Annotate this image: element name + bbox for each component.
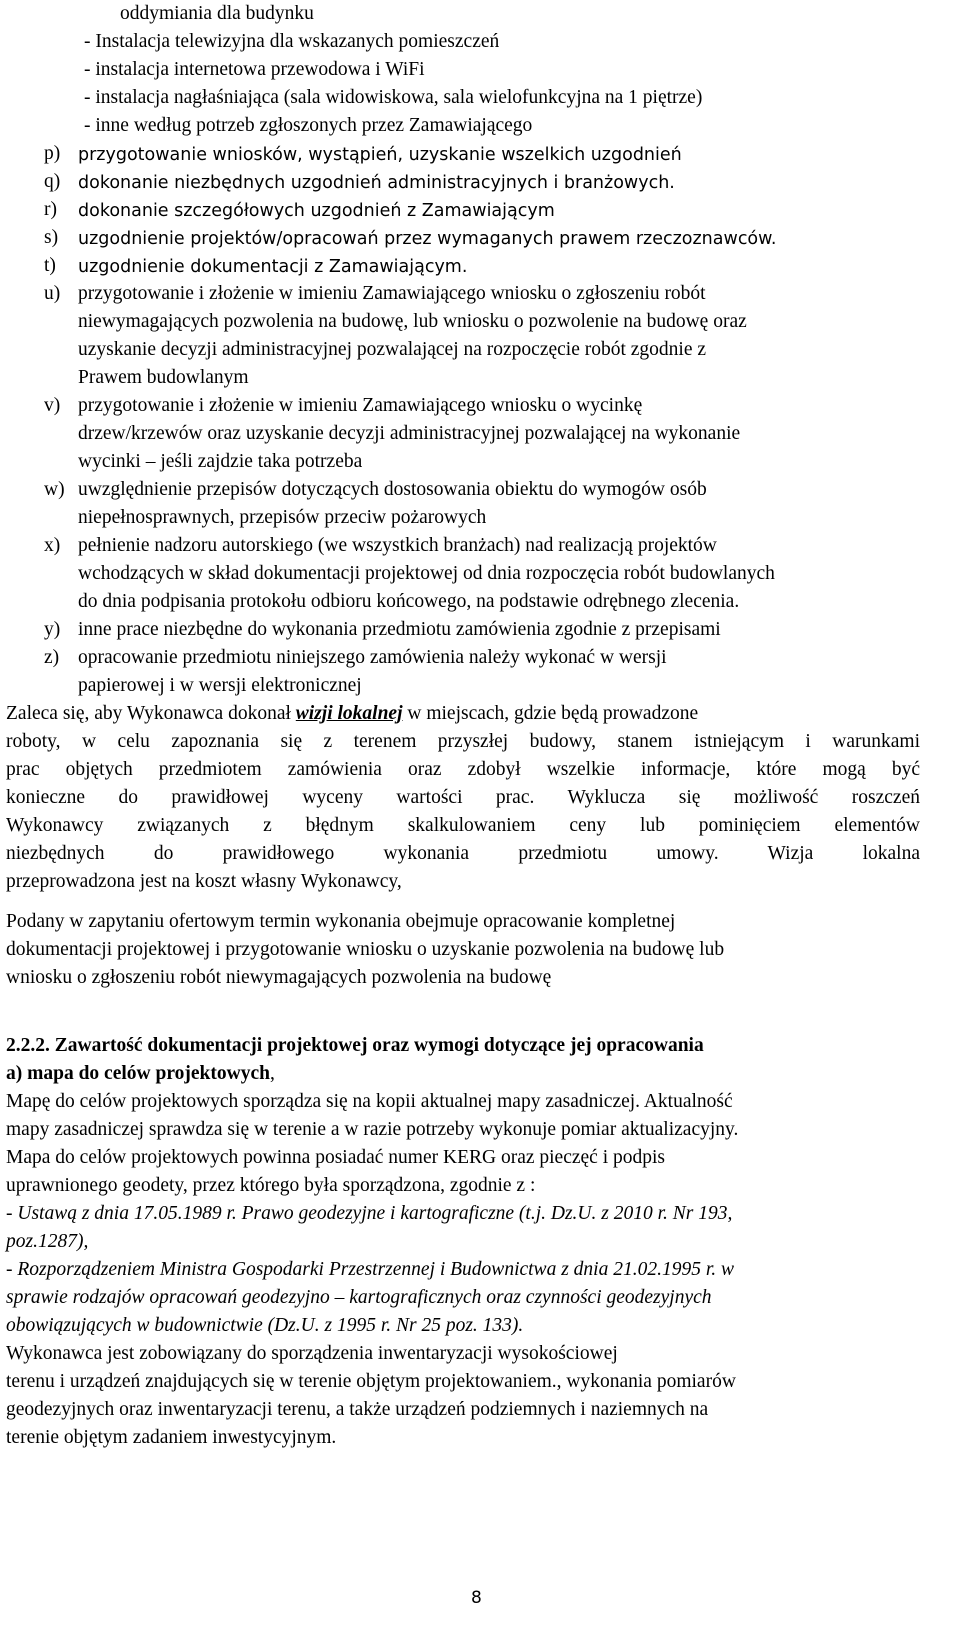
list-letter: w) <box>44 479 65 500</box>
paragraph-line: konieczne do prawidłowej wyceny wartości prac. Wyklucza się możliwość roszczeń <box>6 787 920 808</box>
sub-heading-comma: , <box>269 1063 275 1084</box>
list-letter: r) <box>44 199 57 220</box>
paragraph-text: Zaleca się, aby Wykonawca dokonał <box>6 703 296 724</box>
paragraph-line: terenu i urządzeń znajdujących się w terenie objętym projektowaniem., wykonania pomiarów <box>6 1371 736 1392</box>
page-number: 8 <box>471 1588 482 1608</box>
sub-list-item: - instalacja internetowa przewodowa i WiFi <box>84 59 425 80</box>
list-letter: z) <box>44 647 60 668</box>
paragraph-line: Mapę do celów projektowych sporządza się na kopii aktualnej mapy zasadniczej. Aktualność <box>6 1091 733 1112</box>
list-item-text: uwzględnienie przepisów dotyczących dostosowania obiektu do wymogów osób <box>78 479 707 500</box>
list-item-text: dokonanie szczegółowych uzgodnień z Zamawiającym <box>78 201 555 221</box>
paragraph-line: mapy zasadniczej sprawdza się w terenie a w razie potrzeby wykonuje pomiar aktualizacyjny. <box>6 1119 739 1140</box>
sub-list-item: - instalacja nagłaśniająca (sala widowiskowa, sala wielofunkcyjna na 1 piętrze) <box>84 87 703 108</box>
paragraph-line: prac objętych przedmiotem zamówienia oraz zdobył wszelkie informacje, które mogą być <box>6 759 920 780</box>
legal-reference: sprawie rodzajów opracowań geodezyjno – kartograficznych oraz czynności geodezyjnych <box>6 1287 712 1308</box>
paragraph-line: niezbędnych do prawidłowego wykonania przedmiotu umowy. Wizja lokalna <box>6 843 920 864</box>
sub-heading-line <box>6 1060 275 1088</box>
list-item-text: do dnia podpisania protokołu odbioru końcowego, na podstawie odrębnego zlecenia. <box>78 591 740 612</box>
paragraph-line: dokumentacji projektowej i przygotowanie wniosku o uzyskanie pozwolenia na budowę lub <box>6 939 725 960</box>
paragraph-line: przeprowadzona jest na koszt własny Wykonawcy, <box>6 871 402 892</box>
paragraph-line <box>6 700 698 728</box>
list-item-text: wycinki – jeśli zajdzie taka potrzeba <box>78 451 363 472</box>
list-item-text: papierowej i w wersji elektronicznej <box>78 675 362 696</box>
paragraph-line: Mapa do celów projektowych powinna posiadać numer KERG oraz pieczęć i podpis <box>6 1147 666 1168</box>
legal-reference: poz.1287), <box>6 1231 89 1252</box>
paragraph-line: Wykonawcy związanych z błędnym skalkulowaniem ceny lub pominięciem elementów <box>6 815 920 836</box>
list-letter: y) <box>44 619 61 640</box>
list-letter: t) <box>44 255 56 276</box>
legal-reference: - Ustawą z dnia 17.05.1989 r. Prawo geodezyjne i kartograficzne (t.j. Dz.U. z 2010 r. Nr 193, <box>6 1203 733 1224</box>
paragraph-line: wniosku o zgłoszeniu robót niewymagających pozwolenia na budowę <box>6 967 552 988</box>
list-item-text: przygotowanie wniosków, wystąpień, uzyskanie wszelkich uzgodnień <box>78 145 682 165</box>
list-item-text: pełnienie nadzoru autorskiego (we wszystkich branżach) nad realizacją projektów <box>78 535 717 556</box>
list-letter: x) <box>44 535 61 556</box>
paragraph-line: geodezyjnych oraz inwentaryzacji terenu, a także urządzeń podziemnych i naziemnych na <box>6 1399 709 1420</box>
list-letter: v) <box>44 395 61 416</box>
list-continuation: oddymiania dla budynku <box>120 3 314 24</box>
list-letter: u) <box>44 283 61 304</box>
paragraph-line: Podany w zapytaniu ofertowym termin wykonania obejmuje opracowanie kompletnej <box>6 911 676 932</box>
sub-heading: a) mapa do celów projektowych <box>6 1063 270 1084</box>
paragraph-line: terenie objętym zadaniem inwestycyjnym. <box>6 1427 337 1448</box>
list-letter: p) <box>44 143 61 164</box>
list-item-text: Prawem budowlanym <box>78 367 249 388</box>
list-item-text: uzyskanie decyzji administracyjnej pozwalającej na rozpoczęcie robót zgodnie z <box>78 339 707 360</box>
list-item-text: niepełnosprawnych, przepisów przeciw pożarowych <box>78 507 487 528</box>
list-item-text: inne prace niezbędne do wykonania przedmiotu zamówienia zgodnie z przepisami <box>78 619 721 640</box>
list-letter: q) <box>44 171 61 192</box>
legal-reference: - Rozporządzeniem Ministra Gospodarki Przestrzennej i Budownictwa z dnia 21.02.1995 r. w <box>6 1259 735 1280</box>
list-item-text: uzgodnienie dokumentacji z Zamawiającym. <box>78 257 468 277</box>
emphasis-text: wizji lokalnej <box>295 703 403 724</box>
list-item-text: drzew/krzewów oraz uzyskanie decyzji administracyjnej pozwalającej na wykonanie <box>78 423 741 444</box>
list-item-text: uzgodnienie projektów/opracowań przez wymaganych prawem rzeczoznawców. <box>78 229 777 249</box>
paragraph-line: Wykonawca jest zobowiązany do sporządzenia inwentaryzacji wysokościowej <box>6 1343 618 1364</box>
list-letter: s) <box>44 227 59 248</box>
list-item-text: opracowanie przedmiotu niniejszego zamówienia należy wykonać w wersji <box>78 647 667 668</box>
sub-list-item: - Instalacja telewizyjna dla wskazanych pomieszczeń <box>84 31 500 52</box>
legal-reference: obowiązujących w budownictwie (Dz.U. z 1995 r. Nr 25 poz. 133). <box>6 1315 524 1336</box>
paragraph-text: w miejscach, gdzie będą prowadzone <box>402 703 699 724</box>
paragraph-line: uprawnionego geodety, przez którego była sporządzona, zgodnie z : <box>6 1175 536 1196</box>
sub-list-item: - inne według potrzeb zgłoszonych przez Zamawiającego <box>84 115 533 136</box>
list-item-text: przygotowanie i złożenie w imieniu Zamawiającego wniosku o wycinkę <box>78 395 643 416</box>
list-item-text: niewymagających pozwolenia na budowę, lub wniosku o pozwolenie na budowę oraz <box>78 311 747 332</box>
list-item-text: dokonanie niezbędnych uzgodnień administracyjnych i branżowych. <box>78 173 675 193</box>
section-heading: 2.2.2. Zawartość dokumentacji projektowej oraz wymogi dotyczące jej opracowania <box>6 1035 704 1056</box>
list-item-text: przygotowanie i złożenie w imieniu Zamawiającego wniosku o zgłoszeniu robót <box>78 283 706 304</box>
list-item-text: wchodzących w skład dokumentacji projektowej od dnia rozpoczęcia robót budowlanych <box>78 563 775 584</box>
paragraph-line: roboty, w celu zapoznania się z terenem przyszłej budowy, stanem istniejącym i warunkami <box>6 731 920 752</box>
